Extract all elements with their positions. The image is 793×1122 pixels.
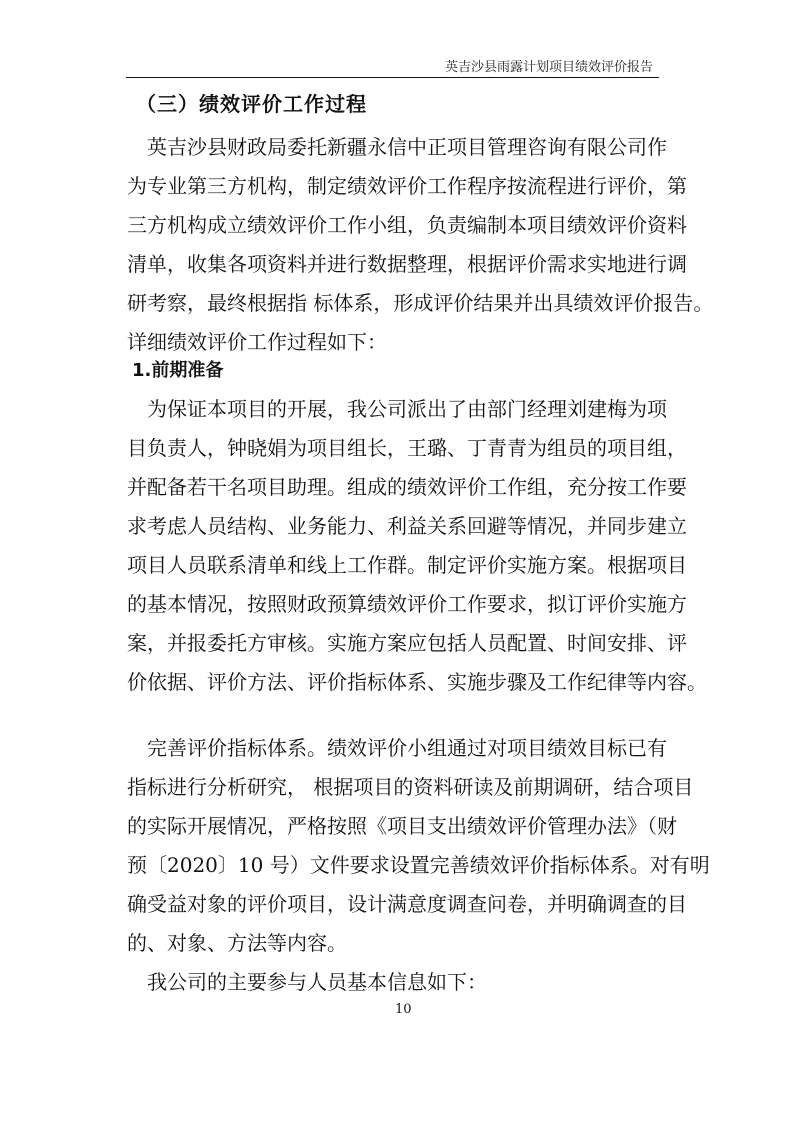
text-line: 案，并报委托方审核。实施方案应包括人员配置、时间安排、评 — [127, 631, 687, 655]
preparation-paragraph — [127, 390, 707, 702]
text-line: 项目人员联系清单和线上工作群。制定评价实施方案。根据项目 — [127, 553, 687, 577]
text-line: 清单，收集各项资料并进行数据整理，根据评价需求实地进行调 — [127, 252, 687, 276]
indicator-paragraph — [127, 729, 710, 963]
text-line: 的实际开展情况，严格按照《项目支出绩效评价管理办法》（财 — [127, 814, 677, 838]
text-line: 求考虑人员结构、业务能力、利益关系回避等情况，并同步建立 — [127, 514, 687, 538]
intro-paragraph — [127, 128, 714, 362]
text-line: 英吉沙县财政局委托新疆永信中正项目管理咨询有限公司作 — [147, 135, 667, 159]
page-number: 10 — [395, 1002, 412, 1017]
text-line: 的、对象、方法等内容。 — [127, 931, 347, 955]
report-header-title: 英吉沙县雨露计划项目绩效评价报告 — [444, 60, 653, 75]
text-line: 完善评价指标体系。绩效评价小组通过对项目绩效目标已有 — [147, 736, 667, 760]
text-line: 并配备若干名项目助理。组成的绩效评价工作组，充分按工作要 — [127, 475, 687, 499]
text-line: 预〔2020〕10 号）文件要求设置完善绩效评价指标体系。对有明 — [127, 853, 710, 877]
text-line: 我公司的主要参与人员基本信息如下： — [147, 970, 487, 994]
text-line: 指标进行分析研究， 根据项目的资料研读及前期调研，结合项目 — [127, 775, 694, 799]
text-line: 详细绩效评价工作过程如下： — [127, 330, 387, 354]
text-line: 研考察，最终根据指 标体系，形成评价结果并出具绩效评价报告。 — [127, 291, 714, 315]
closing-paragraph — [127, 963, 667, 1002]
text-line: 的基本情况，按照财政预算绩效评价工作要求，拟订评价实施方 — [127, 592, 687, 616]
text-line: 为保证本项目的开展，我公司派出了由部门经理刘建梅为项 — [147, 397, 667, 421]
header-divider — [126, 77, 659, 78]
text-line: 价依据、评价方法、评价指标体系、实施步骤及工作纪律等内容。 — [127, 670, 707, 694]
section-heading: （三）绩效评价工作过程 — [136, 92, 367, 116]
text-line: 目负责人，钟晓娟为项目组长，王璐、丁青青为组员的项目组， — [127, 436, 687, 460]
text-line: 三方机构成立绩效评价工作小组，负责编制本项目绩效评价资料 — [127, 213, 687, 237]
text-line: 为专业第三方机构，制定绩效评价工作程序按流程进行评价，第 — [127, 174, 687, 198]
text-line: 确受益对象的评价项目，设计满意度调查问卷，并明确调查的目 — [127, 892, 687, 916]
subsection-heading: 1.前期准备 — [132, 360, 224, 381]
